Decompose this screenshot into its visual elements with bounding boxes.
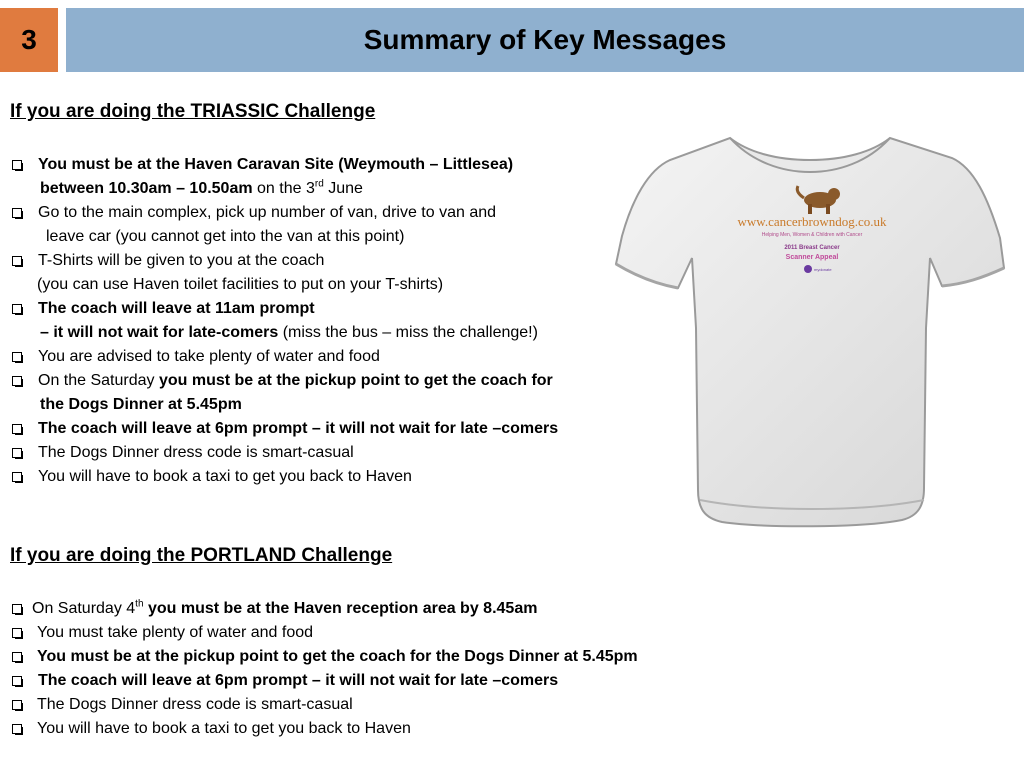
list-item-continuation: [10, 225, 558, 249]
item-bold-text: – it will not wait for late-comers: [40, 324, 279, 341]
checkbox-bullet-icon: [12, 304, 22, 314]
checkbox-bullet-icon: [12, 724, 22, 734]
portland-heading: If you are doing the PORTLAND Challenge: [10, 545, 393, 566]
checkbox-bullet-icon: [12, 472, 22, 482]
item-text: You must take plenty of water and food: [37, 624, 314, 641]
superscript: th: [135, 598, 144, 610]
list-item-continuation: [10, 273, 558, 297]
list-item-continuation: [10, 393, 558, 417]
portland-section: [10, 545, 392, 567]
item-text: The Dogs Dinner dress code is smart-casual: [37, 696, 353, 713]
slide-number-text: 3: [21, 24, 37, 55]
item-bold-text: You must be at the pickup point to get the coach for the Dogs Dinner at 5.45pm: [37, 648, 638, 665]
list-item: [10, 417, 558, 441]
triassic-list-wrap: [10, 153, 558, 489]
tshirt-appeal-line1: 2011 Breast Cancer: [784, 245, 840, 251]
tshirt-url: www.cancerbrowndog.co.uk: [737, 214, 887, 229]
item-text: June: [323, 180, 363, 197]
item-bold-text: you must be at the pickup point to get the coach for: [158, 372, 553, 389]
list-item: [10, 297, 558, 321]
list-item-continuation: [10, 177, 558, 201]
item-bold-text: between 10.30am – 10.50am: [40, 180, 253, 197]
item-bold-text: You must be at the Haven Caravan Site (Weymouth – Littlesea): [38, 156, 514, 173]
item-bold-text: The coach will leave at 6pm prompt – it will not wait for late –comers: [38, 672, 559, 689]
tshirt-image: [612, 128, 1008, 532]
slide-title: Summary of Key Messages: [363, 24, 727, 55]
item-text: You will have to book a taxi to get you back to Haven: [37, 720, 411, 737]
item-bold-text: you must be at the Haven reception area by 8.45am: [143, 600, 538, 617]
triassic-list: [10, 153, 558, 489]
item-text: on the 3: [252, 180, 315, 197]
triassic-heading: If you are doing the TRIASSIC Challenge: [10, 101, 376, 122]
superscript: rd: [314, 178, 324, 190]
item-text: T-Shirts will be given to you at the coach: [38, 252, 325, 269]
item-text: (miss the bus – miss the challenge!): [278, 324, 538, 341]
item-text: The Dogs Dinner dress code is smart-casual: [38, 444, 354, 461]
item-text: (you can use Haven toilet facilities to put on your T-shirts): [37, 276, 444, 293]
item-text: Go to the main complex, pick up number of van, drive to van and: [38, 204, 497, 221]
list-item: [10, 669, 638, 693]
list-item: [10, 717, 638, 741]
slide-number: [0, 8, 58, 72]
list-item: [10, 153, 558, 177]
list-item: [10, 621, 638, 645]
list-item: [10, 465, 558, 489]
portland-list: [10, 597, 638, 741]
checkbox-bullet-icon: [12, 628, 22, 638]
checkbox-bullet-icon: [12, 604, 22, 614]
list-item: [10, 441, 558, 465]
item-text: You will have to book a taxi to get you back to Haven: [38, 468, 412, 485]
portland-list-wrap: [10, 597, 638, 741]
item-text: You are advised to take plenty of water and food: [38, 348, 380, 365]
list-item: [10, 201, 558, 225]
item-text: On Saturday 4: [32, 600, 136, 617]
list-item: [10, 249, 558, 273]
checkbox-bullet-icon: [12, 424, 22, 434]
item-bold-text: the Dogs Dinner at 5.45pm: [40, 396, 242, 413]
list-item-continuation: [10, 321, 558, 345]
list-item: [10, 345, 558, 369]
item-text: leave car (you cannot get into the van at this point): [46, 228, 405, 245]
checkbox-bullet-icon: [12, 376, 22, 386]
checkbox-bullet-icon: [12, 256, 22, 266]
checkbox-bullet-icon: [12, 208, 22, 218]
item-bold-text: The coach will leave at 11am prompt: [38, 300, 315, 317]
tshirt-tagline: Helping Men, Women & Children with Cancer: [761, 232, 863, 238]
list-item: [10, 369, 558, 393]
triassic-section: [10, 101, 375, 123]
checkbox-bullet-icon: [12, 448, 22, 458]
list-item: [10, 693, 638, 717]
tshirt-badge-text: mydonate: [814, 267, 832, 272]
item-bold-text: The coach will leave at 6pm prompt – it will not wait for late –comers: [38, 420, 559, 437]
tshirt-appeal-line2: Scanner Appeal: [785, 254, 839, 261]
checkbox-bullet-icon: [12, 352, 22, 362]
list-item: [10, 645, 638, 669]
checkbox-bullet-icon: [12, 676, 22, 686]
checkbox-bullet-icon: [12, 700, 22, 710]
checkbox-bullet-icon: [12, 160, 22, 170]
item-text: On the Saturday: [38, 372, 159, 389]
mydonate-badge-icon: [804, 265, 812, 273]
checkbox-bullet-icon: [12, 652, 22, 662]
title-bar: [66, 8, 1024, 72]
list-item: [10, 597, 638, 621]
